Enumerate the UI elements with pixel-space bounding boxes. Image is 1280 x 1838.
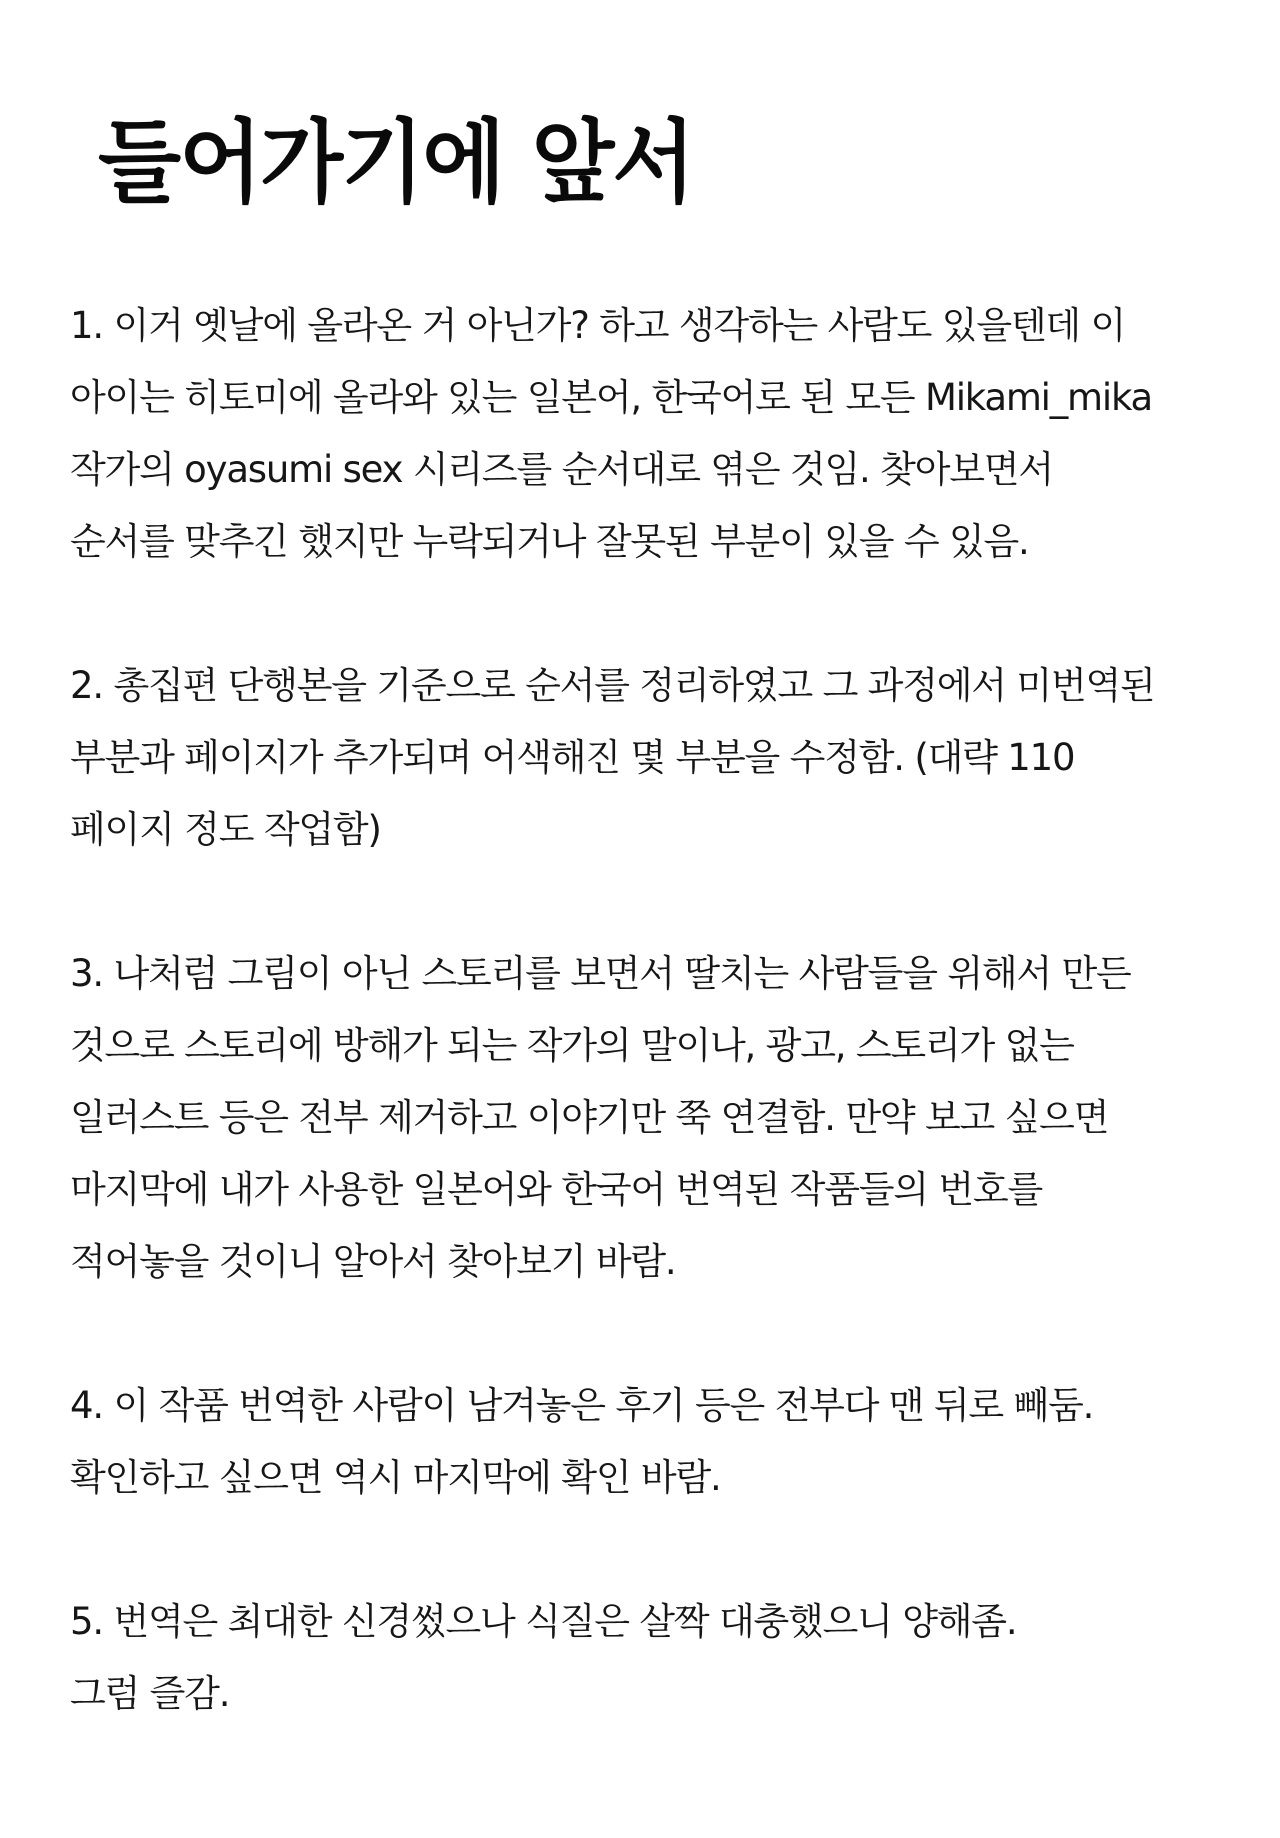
note-line: 순서를 맞추긴 했지만 누락되거나 잘못된 부분이 있을 수 있음. <box>70 520 1029 563</box>
note-line: 부분과 페이지가 추가되며 어색해진 몇 부분을 수정함. (대략 110 <box>70 736 1075 779</box>
notes-list <box>70 290 1220 1730</box>
page-title: 들어가기에 앞서 <box>98 110 694 216</box>
note-2 <box>70 650 1220 866</box>
note-line: 3. 나처럼 그림이 아닌 스토리를 보면서 딸치는 사람들을 위해서 만든 <box>70 952 1131 995</box>
note-5 <box>70 1586 1220 1730</box>
note-line: 마지막에 내가 사용한 일본어와 한국어 번역된 작품들의 번호를 <box>70 1168 1043 1211</box>
note-line: 아이는 히토미에 올라와 있는 일본어, 한국어로 된 모든 Mikami_mika <box>70 376 1153 419</box>
note-1 <box>70 290 1220 578</box>
note-line: 5. 번역은 최대한 신경썼으나 식질은 살짝 대충했으니 양해좀. <box>70 1600 1017 1643</box>
note-line: 확인하고 싶으면 역시 마지막에 확인 바람. <box>70 1456 721 1499</box>
note-4 <box>70 1370 1220 1514</box>
note-line: 일러스트 등은 전부 제거하고 이야기만 쭉 연결함. 만약 보고 싶으면 <box>70 1096 1109 1139</box>
note-3 <box>70 938 1220 1298</box>
note-line: 작가의 oyasumi sex 시리즈를 순서대로 엮은 것임. 찾아보면서 <box>70 448 1053 491</box>
note-line: 2. 총집편 단행본을 기준으로 순서를 정리하였고 그 과정에서 미번역된 <box>70 664 1155 707</box>
note-line: 페이지 정도 작업함) <box>70 808 381 851</box>
note-line: 4. 이 작품 번역한 사람이 남겨놓은 후기 등은 전부다 맨 뒤로 빼둠. <box>70 1384 1094 1427</box>
note-line: 적어놓을 것이니 알아서 찾아보기 바람. <box>70 1240 676 1283</box>
note-line: 그럼 즐감. <box>70 1672 230 1715</box>
note-line: 1. 이거 옛날에 올라온 거 아닌가? 하고 생각하는 사람도 있을텐데 이 <box>70 304 1126 347</box>
note-line: 것으로 스토리에 방해가 되는 작가의 말이나, 광고, 스토리가 없는 <box>70 1024 1074 1067</box>
